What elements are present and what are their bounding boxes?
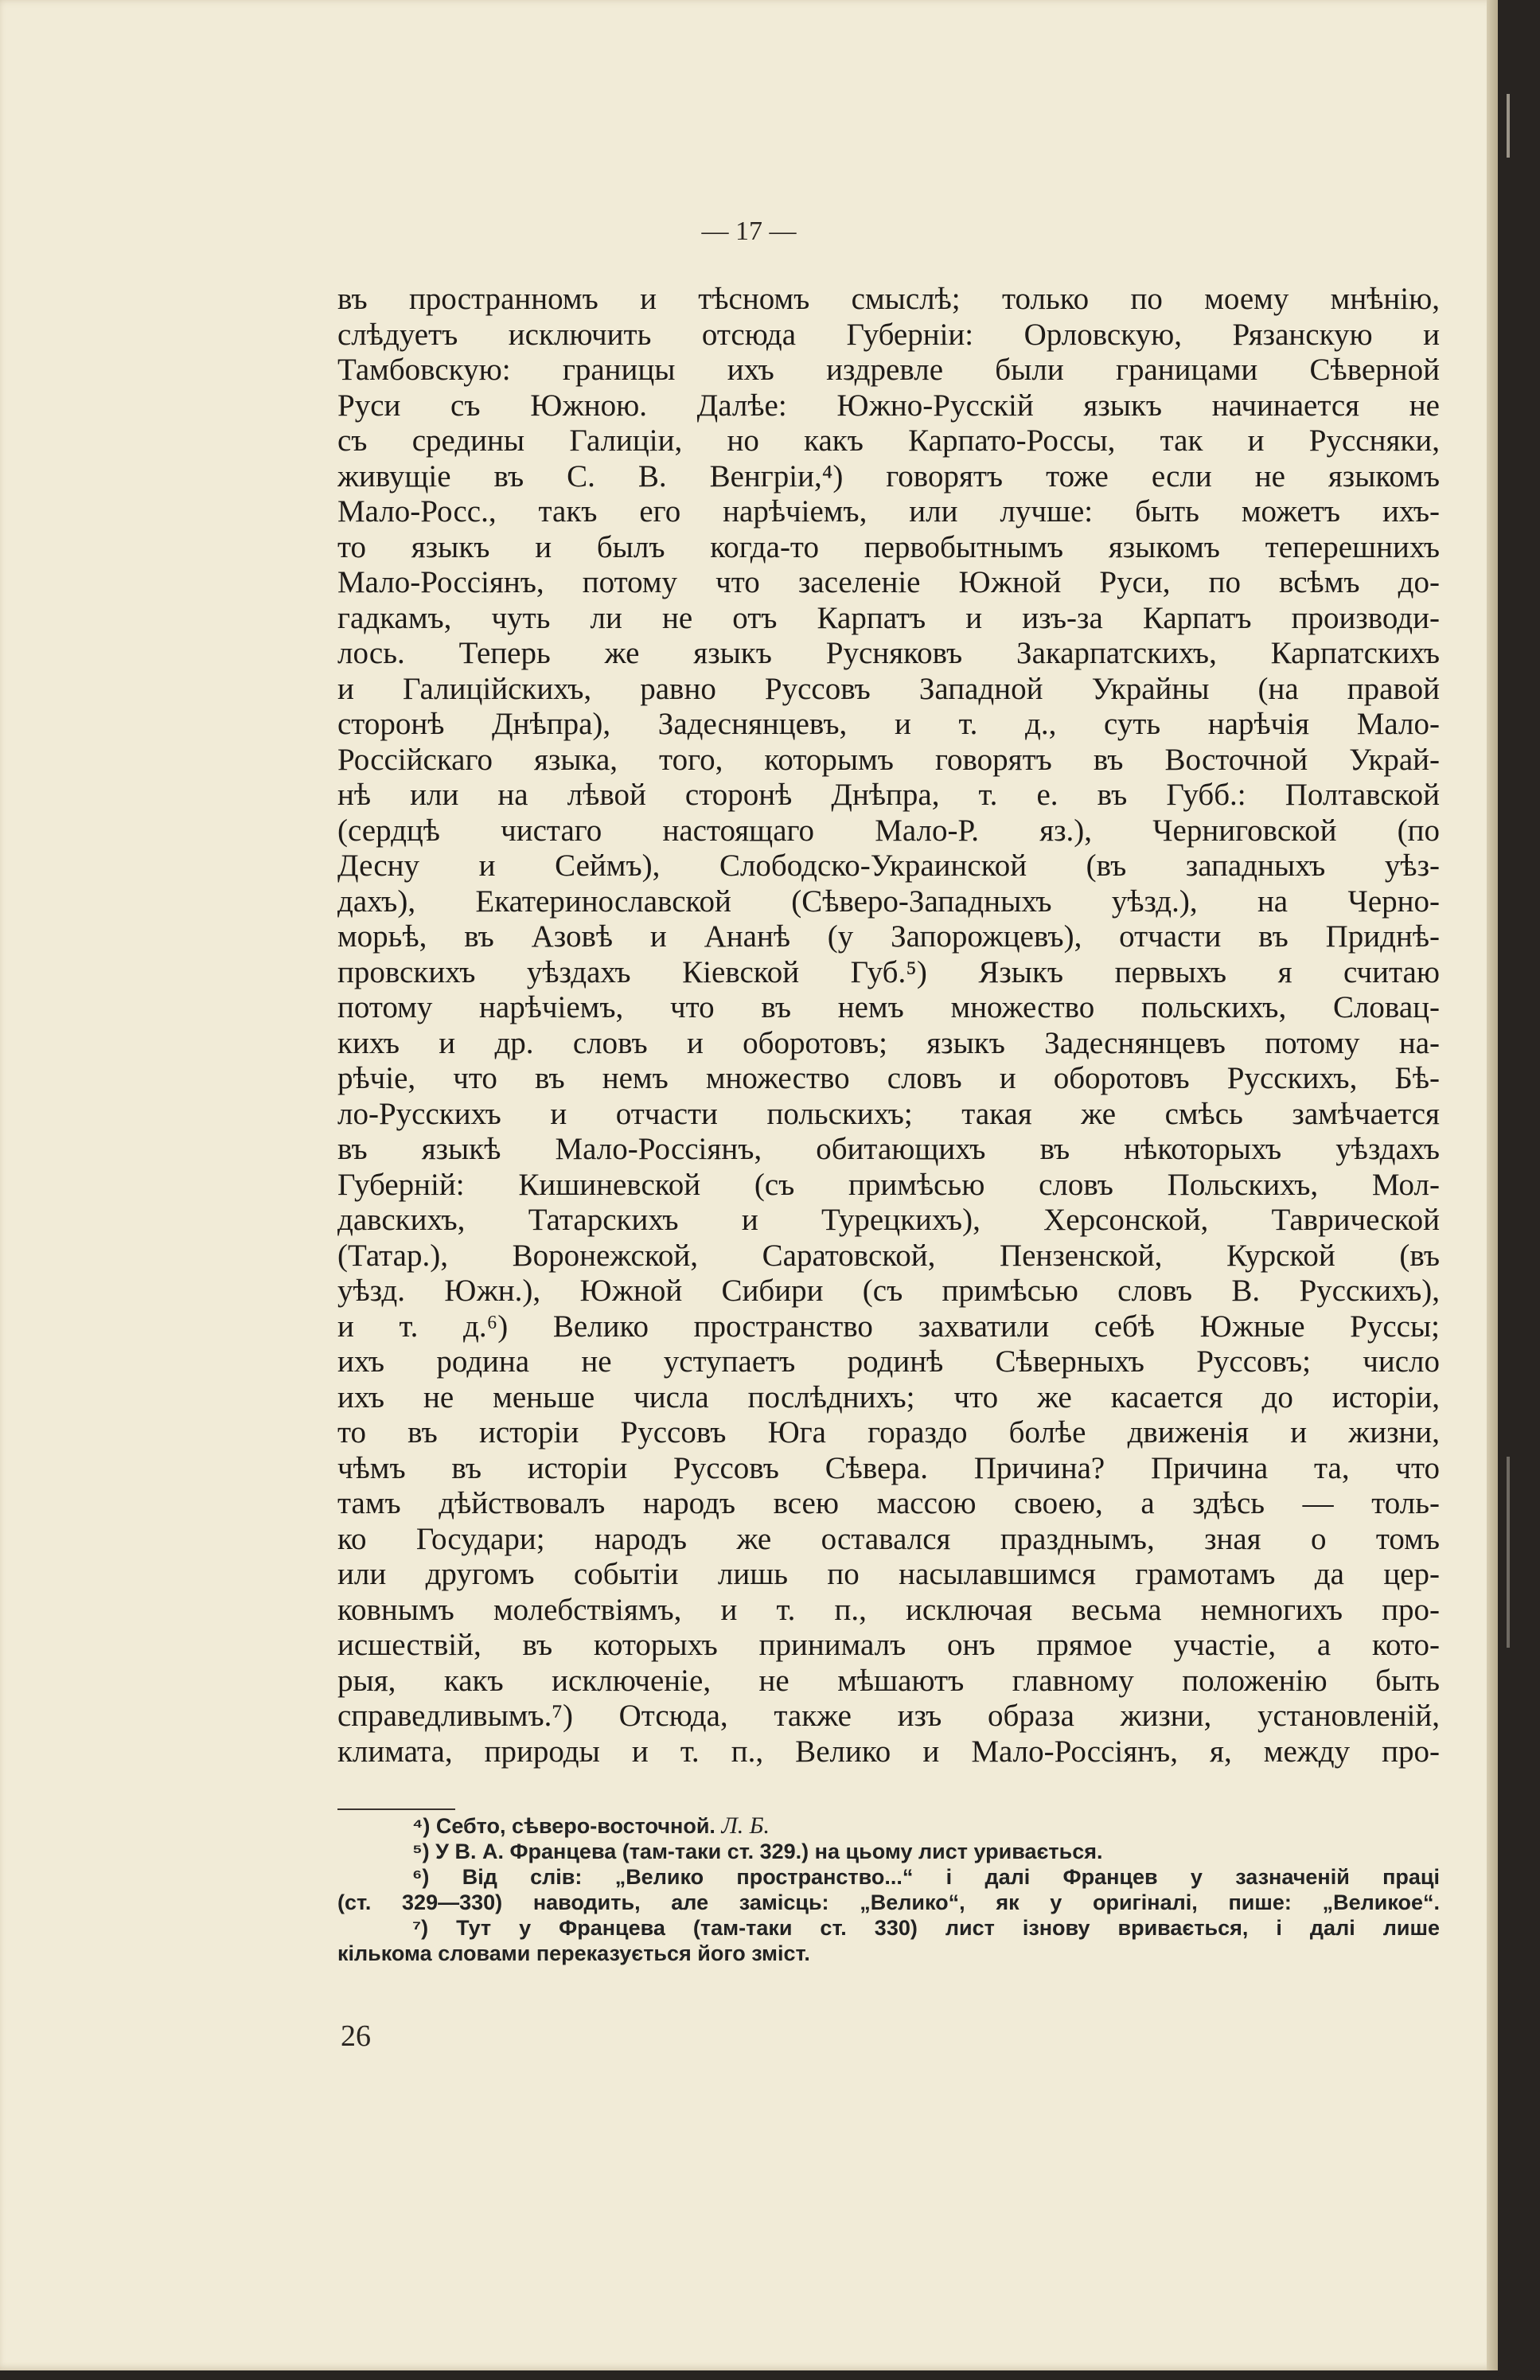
text-line: провскихъ уѣздахъ Кіевской Губ.⁵) Языкъ первыхъ я считаю xyxy=(337,954,1440,989)
text-line: справедливымъ.⁷) Отсюда, также изъ образа жизни, установленій, xyxy=(337,1699,1440,1733)
text-line: климата, природы и т. п., Велико и Мало-Россіянъ, я, между про- xyxy=(337,1734,1440,1769)
text-line: морьѣ, въ Азовѣ и Ананѣ (у Запорожцевъ), отчасти въ Приднѣ- xyxy=(337,919,1440,954)
text-line: лось. Теперь же языкъ Русняковъ Закарпатскихъ, Карпатскихъ xyxy=(337,636,1440,670)
text-line: гадкамъ, чуть ли не отъ Карпатъ и изъ-за Карпатъ производи- xyxy=(337,600,1440,635)
text-line: (Татар.), Воронежской, Саратовской, Пензенской, Курской (въ xyxy=(337,1238,1440,1273)
text-line: потому нарѣчіемъ, что въ немъ множество польскихъ, Словац- xyxy=(337,990,1440,1024)
footnote-4 xyxy=(337,1813,1440,1839)
text-line: (сердцѣ чистаго настоящаго Мало-Р. яз.), Черниговской (по xyxy=(337,813,1440,848)
footnote-4-text: ⁴) Себто, сѣверо-восточной. xyxy=(412,1814,715,1838)
text-line: давскихъ, Татарскихъ и Турецкихъ), Херсонской, Таврической xyxy=(337,1203,1440,1237)
text-line: Десну и Сеймъ), Слободско-Украинской (въ западныхъ уѣз- xyxy=(337,849,1440,883)
text-line: рѣчіе, что въ немъ множество словъ и оборотовъ Русскихъ, Бѣ- xyxy=(337,1061,1440,1095)
text-line: то въ исторіи Руссовъ Юга гораздо болѣе движенія и жизни, xyxy=(337,1415,1440,1449)
text-line: исшествій, въ которыхъ принималъ онъ прямое участіе, а кото- xyxy=(337,1628,1440,1662)
text-line: слѣдуетъ исключить отсюда Губерніи: Орловскую, Рязанскую и xyxy=(337,317,1440,352)
text-line: рыя, какъ исключеніе, не мѣшаютъ главному положенію быть xyxy=(337,1663,1440,1698)
text-line: Тамбовскую: границы ихъ издревле были границами Сѣверной xyxy=(337,353,1440,387)
text-line: то языкъ и былъ когда-то первобытнымъ языкомъ теперешнихъ xyxy=(337,529,1440,564)
text-line: и т. д.⁶) Велико пространство захватили себѣ Южные Руссы; xyxy=(337,1309,1440,1344)
text-line: живущіе въ С. В. Венгріи,⁴) говорятъ тоже если не языкомъ xyxy=(337,458,1440,494)
text-line: сторонѣ Днѣпра), Задеснянцевъ, и т. д., суть нарѣчія Мало- xyxy=(337,707,1440,741)
page-number: — 17 — xyxy=(701,217,797,246)
text-line: кихъ и др. словъ и оборотовъ; языкъ Задеснянцевъ потому на- xyxy=(337,1025,1440,1060)
text-line: Руси съ Южною. Далѣе: Южно-Русскій языкъ начинается не xyxy=(337,388,1440,423)
text-line: тамъ дѣйствовалъ народъ всею массою своею, а здѣсь — толь- xyxy=(337,1486,1440,1520)
text-line: въ языкѣ Мало-Россіянъ, обитающихъ въ нѣкоторыхъ уѣздахъ xyxy=(337,1132,1440,1166)
text-line: Россійскаго языка, того, которымъ говорятъ въ Восточной Украй- xyxy=(337,742,1440,777)
text-line: Мало-Росс., такъ его нарѣчіемъ, или лучше: быть можетъ ихъ- xyxy=(337,494,1440,529)
text-line: или другомъ событіи лишь по насылавшимся грамотамъ да цер- xyxy=(337,1557,1440,1591)
text-line: ко Государи; народъ же оставался празднымъ, зная о томъ xyxy=(337,1521,1440,1556)
body-text xyxy=(337,282,1440,1769)
footnote-6-line-1: ⁶) Від слів: „Велико пространство...“ і далі Францев у зазначеній праці xyxy=(412,1865,1440,1889)
page-edge xyxy=(1487,0,1498,2370)
text-line: ло-Русскихъ и отчасти польскихъ; такая же смѣсь замѣчается xyxy=(337,1096,1440,1131)
text-line: нѣ или на лѣвой сторонѣ Днѣпра, т. е. въ Губб.: Полтавской xyxy=(337,778,1440,812)
binding-mark xyxy=(1507,94,1510,158)
text-line: ихъ родина не уступаетъ родинѣ Сѣверныхъ Руссовъ; число xyxy=(337,1344,1440,1379)
footnote-7-line-1: ⁷) Тут у Францева (там-таки ст. 330) лист ізнову вривається, і далі лише xyxy=(412,1916,1440,1940)
text-line: съ средины Галиціи, но какъ Карпато-Россы, так и Руссняки, xyxy=(337,423,1440,458)
text-line: дахъ), Екатеринославской (Сѣверо-Западныхъ уѣзд.), на Черно- xyxy=(337,884,1440,919)
footnote-6-line-2: (ст. 329—330) наводить, але замісць: „Велико“, як у оригіналі, пише: „Великое“. xyxy=(337,1890,1440,1914)
text-line: ихъ не меньше числа послѣднихъ; что же касается до исторіи, xyxy=(337,1379,1440,1414)
binding-mark xyxy=(1507,1457,1510,1648)
text-line: уѣзд. Южн.), Южной Сибири (съ примѣсью словъ В. Русскихъ), xyxy=(337,1274,1440,1308)
footnote-7-line-2: кількома словами переказується його зміст. xyxy=(337,1941,810,1965)
text-line: Мало-Россіянъ, потому что заселеніе Южной Руси, по всѣмъ до- xyxy=(337,565,1440,599)
signature-number: 26 xyxy=(341,2019,371,2053)
text-line: въ пространномъ и тѣсномъ смыслѣ; только по моему мнѣнію, xyxy=(337,282,1440,316)
footnote-4-signature: Л. Б. xyxy=(721,1813,770,1839)
text-line: чѣмъ въ исторіи Руссовъ Сѣвера. Причина? Причина та, что xyxy=(337,1450,1440,1485)
footnotes xyxy=(337,1813,1440,1966)
footnote-divider xyxy=(337,1808,455,1810)
footnote-5: ⁵) У В. А. Францева (там-таки ст. 329.) на цьому лист уривається. xyxy=(412,1840,1103,1863)
text-line: Губерній: Кишиневской (съ примѣсью словъ Польскихъ, Мол- xyxy=(337,1167,1440,1202)
text-line: и Галиційскихъ, равно Руссовъ Западной Украйны (на правой xyxy=(337,671,1440,706)
text-line: ковнымъ молебствіямъ, и т. п., исключая весьма немногихъ про- xyxy=(337,1592,1440,1627)
